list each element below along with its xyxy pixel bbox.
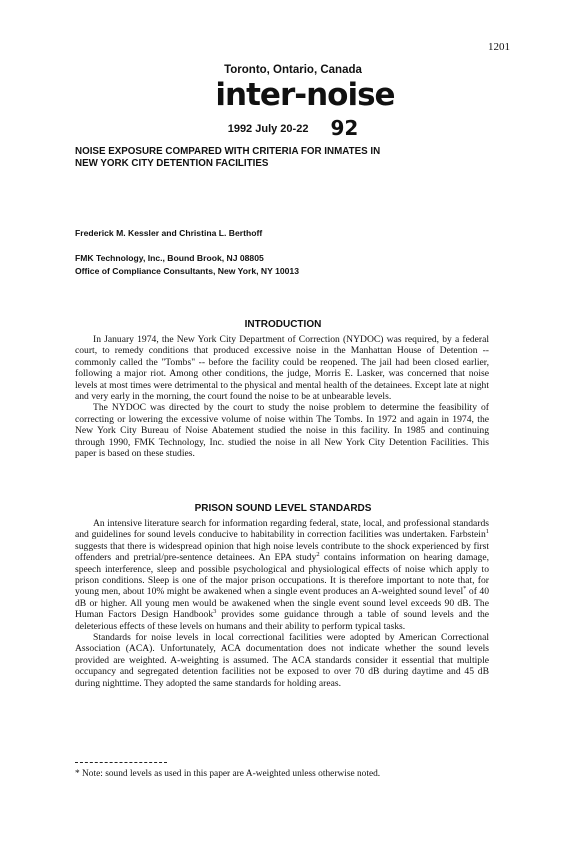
- conference-masthead: [0, 64, 566, 140]
- title-line-2: NEW YORK CITY DETENTION FACILITIES: [75, 158, 269, 169]
- intro-paragraph-2: The NYDOC was directed by the court to study the noise problem to determine the feasibility of correcting or lowering the excessive volume of noise within The Tombs. In 1972 and again in 1974, the New York City Bureau of Noise Abatement studied the noise in this facility. In 1985 and continuing through 1990, FMK Technology, Inc. studied the noise in all New York City Detention Facilities. This paper is based on these studies.: [75, 402, 489, 460]
- authors: Frederick M. Kessler and Christina L. Berthoff: [75, 228, 263, 238]
- affiliations: [75, 252, 299, 278]
- standards-p1-part-e: provides some guidance through a table of sound levels and the deleterious effects of these levels on humans and their ability to perform typical tasks.: [75, 609, 489, 632]
- standards-p1-part-a: An intensive literature search for information regarding federal, state, local, and professional standards and guidelines for sound levels conducive to habitability in correction facilities was undertaken. Farbstein: [75, 518, 489, 541]
- reference-2: 2: [316, 551, 320, 559]
- standards-p1-part-c: contains information on hearing damage, speech interference, sleep and possible psychological and physiological effects of noise which apply to prison conditions. Sleep is one of the major prison occupations. It is therefore important to note that, for young men, about 10% might be awakened when a single event produces an A-weighted sound level: [75, 552, 489, 598]
- standards-heading: PRISON SOUND LEVEL STANDARDS: [194, 503, 372, 514]
- title-line-1: NOISE EXPOSURE COMPARED WITH CRITERIA FOR INMATES IN: [75, 146, 381, 157]
- affiliation-1: FMK Technology, Inc., Bound Brook, NJ 08805: [75, 253, 264, 263]
- paper-title: [75, 146, 515, 170]
- standards-paragraph-1: [75, 518, 489, 632]
- introduction-heading: INTRODUCTION: [244, 319, 322, 330]
- conference-dateline: [20, 116, 566, 140]
- reference-3: 3: [213, 608, 217, 616]
- intro-paragraph-1: In January 1974, the New York City Department of Correction (NYDOC) was required, by a federal court, to remedy conditions that produced excessive noise in the Manhattan House of Detention -- commonly called the "Tombs" -- before the facility could be reopened. The jail had been closed earlier, following a major riot. Among other conditions, the judge, Morris E. Lasker, was concerned that noise levels at most times were detrimental to the physical and mental health of the detainees. Except late at night and very early in the morning, the court found the noise to be at unbearable levels.: [75, 334, 489, 403]
- standards-p1-part-d: of 40 dB or higher. All young men would be awakened when the single event sound level exceeds 90 dB. The Human Factors Design Handbook: [75, 586, 489, 621]
- standards-p1-part-b: suggests that there is widespread opinion that high noise levels contribute to the shock experienced by first offenders and pretrial/pre-sentence detainees. An EPA study: [75, 540, 489, 564]
- conference-dates: 1992 July 20-22: [227, 123, 309, 135]
- footnote-divider: [75, 762, 167, 763]
- footnote-marker: *: [463, 585, 467, 593]
- affiliation-2: Office of Compliance Consultants, New York, NY 10013: [75, 266, 299, 276]
- conference-logo: inter-noise: [215, 77, 395, 113]
- conference-year: 92: [330, 116, 359, 140]
- page-number: 1201: [488, 41, 510, 53]
- standards-body: [75, 518, 489, 689]
- reference-1: 1: [485, 528, 489, 536]
- introduction-body: [75, 334, 489, 459]
- standards-paragraph-2: Standards for noise levels in local correctional facilities were adopted by American Correctional Association (ACA). Unfortunately, ACA documentation does not indicate whether the sound levels provided are weighted. A-weighting is assumed. The ACA standards consider it essential that multiple occupancy and segregated detention facilities not be exposed to over 70 dB during daytime and 45 dB during nighttime. They adopted the same standards for holding areas.: [75, 632, 489, 689]
- conference-location: Toronto, Ontario, Canada: [224, 64, 362, 76]
- footnote: * Note: sound levels as used in this paper are A-weighted unless otherwise noted.: [75, 769, 381, 779]
